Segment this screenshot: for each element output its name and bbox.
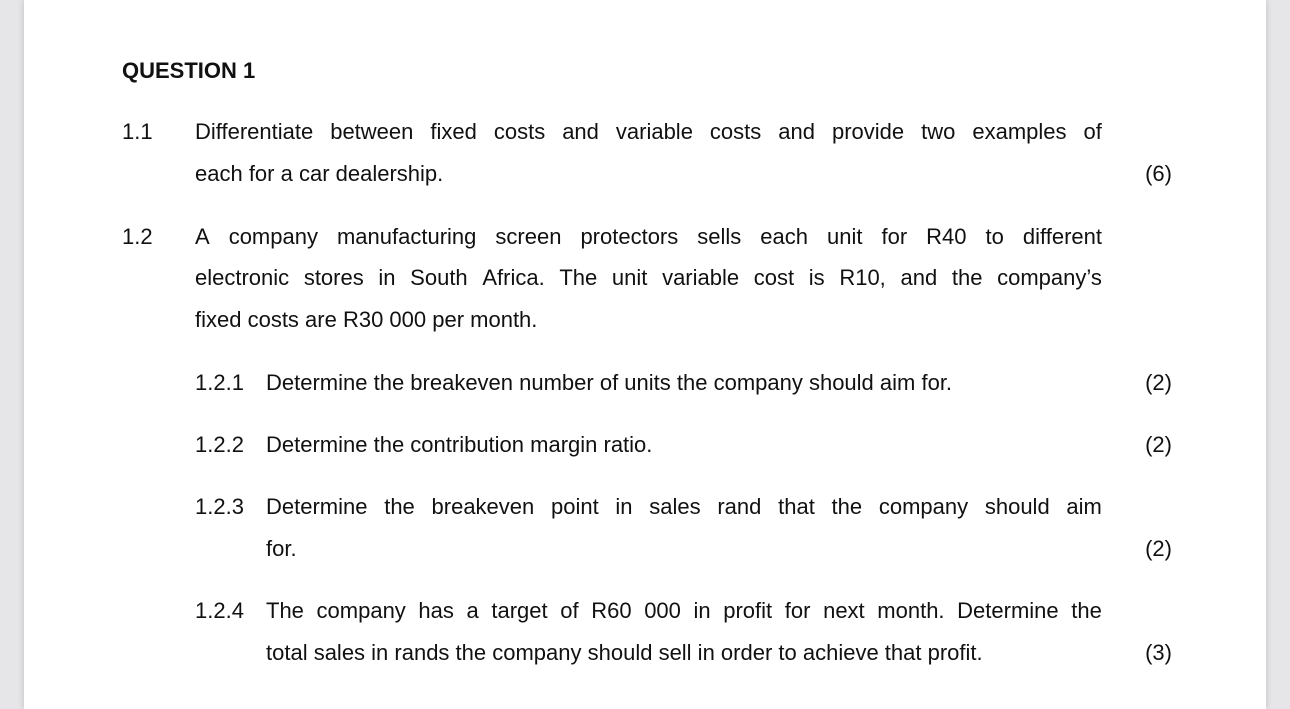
word: sells xyxy=(697,224,742,249)
question-1-1-line-2: each for a car dealership. xyxy=(195,161,444,186)
word: A xyxy=(195,224,210,249)
word: R10, xyxy=(839,265,886,290)
word: R40 xyxy=(926,224,967,249)
word: different xyxy=(1022,224,1102,249)
word: point xyxy=(550,494,599,519)
word: the xyxy=(1071,598,1102,623)
word: the xyxy=(951,265,983,290)
word: to xyxy=(985,224,1004,249)
word: company xyxy=(316,598,406,623)
word: that xyxy=(778,494,815,519)
subquestion-1-2-3-line-2: for. xyxy=(266,536,297,561)
word: company xyxy=(228,224,318,249)
word: company xyxy=(878,494,969,519)
word: examples xyxy=(972,119,1067,144)
question-1-2-line-1 xyxy=(195,224,1102,250)
word: and xyxy=(778,119,815,144)
word: electronic xyxy=(195,265,290,290)
word: of xyxy=(1083,119,1102,144)
word: stores xyxy=(303,265,364,290)
question-number-1-2: 1.2 xyxy=(122,224,153,249)
word: has xyxy=(418,598,454,623)
word: 000 xyxy=(644,598,681,623)
word: aim xyxy=(1066,494,1102,519)
word: breakeven xyxy=(431,494,535,519)
question-1-2-line-2 xyxy=(195,265,1102,291)
question-number-1-1: 1.1 xyxy=(122,119,153,144)
word: each xyxy=(760,224,808,249)
subquestion-number-1-2-1: 1.2.1 xyxy=(195,370,244,395)
document-page xyxy=(24,0,1266,709)
word: the xyxy=(831,494,863,519)
subquestion-number-1-2-4: 1.2.4 xyxy=(195,598,244,623)
word: the xyxy=(384,494,415,519)
word: cost xyxy=(753,265,795,290)
question-1-1-marks: (6) xyxy=(1145,161,1172,186)
subquestion-1-2-2-text: Determine the contribution margin ratio. xyxy=(266,432,653,457)
subquestion-1-2-3-line-1 xyxy=(266,494,1102,520)
word: for xyxy=(784,598,811,623)
question-1-1-line-1 xyxy=(195,119,1102,145)
subquestion-number-1-2-2: 1.2.2 xyxy=(195,432,244,457)
word: The xyxy=(266,598,304,623)
word: profit xyxy=(723,598,773,623)
word: a xyxy=(466,598,479,623)
subquestion-1-2-4-marks: (3) xyxy=(1145,640,1172,665)
word: two xyxy=(921,119,956,144)
word: fixed xyxy=(430,119,477,144)
word: manufacturing xyxy=(336,224,477,249)
word: target xyxy=(491,598,548,623)
word: Differentiate xyxy=(195,119,314,144)
word: should xyxy=(984,494,1050,519)
word: unit xyxy=(827,224,863,249)
word: R60 xyxy=(591,598,632,623)
subquestion-number-1-2-3: 1.2.3 xyxy=(195,494,244,519)
subquestion-1-2-3-marks: (2) xyxy=(1145,536,1172,561)
word: in xyxy=(378,265,396,290)
word: is xyxy=(808,265,825,290)
word: rand xyxy=(717,494,762,519)
word: company’s xyxy=(997,265,1102,290)
subquestion-1-2-2-marks: (2) xyxy=(1145,432,1172,457)
word: costs xyxy=(493,119,546,144)
subquestion-1-2-4-line-2: total sales in rands the company should sell in order to achieve that profit. xyxy=(266,640,983,665)
word: Africa. xyxy=(482,265,545,290)
word: next xyxy=(823,598,865,623)
word: Determine xyxy=(266,494,368,519)
word: month. xyxy=(877,598,945,623)
word: unit xyxy=(611,265,648,290)
word: in xyxy=(615,494,633,519)
word: Determine xyxy=(957,598,1059,623)
question-1-2-line-3: fixed costs are R30 000 per month. xyxy=(195,307,538,332)
word: and xyxy=(900,265,938,290)
word: variable xyxy=(662,265,740,290)
word: The xyxy=(559,265,598,290)
word: in xyxy=(693,598,711,623)
word: protectors xyxy=(580,224,679,249)
question-title: QUESTION 1 xyxy=(122,58,256,83)
word: sales xyxy=(649,494,701,519)
word: provide xyxy=(831,119,905,144)
word: screen xyxy=(495,224,562,249)
word: costs xyxy=(709,119,762,144)
word: and xyxy=(562,119,599,144)
word: South xyxy=(410,265,468,290)
word: of xyxy=(560,598,579,623)
subquestion-1-2-4-line-1 xyxy=(266,598,1102,624)
word: variable xyxy=(615,119,693,144)
subquestion-1-2-1-text: Determine the breakeven number of units the company should aim for. xyxy=(266,370,953,395)
word: between xyxy=(330,119,414,144)
subquestion-1-2-1-marks: (2) xyxy=(1145,370,1172,395)
word: for xyxy=(881,224,908,249)
